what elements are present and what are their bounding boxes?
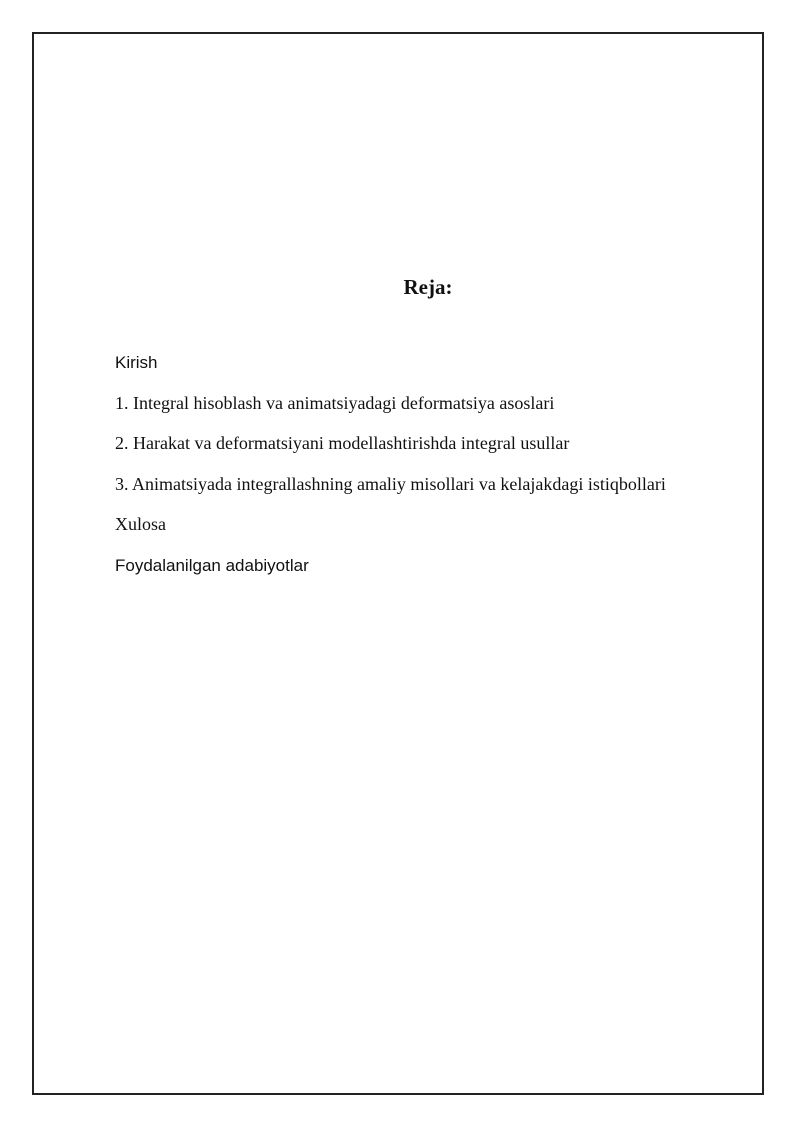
list-item (115, 392, 666, 433)
item-adabiyotlar: Foydalanilgan adabiyotlar (115, 555, 309, 575)
list-item (115, 432, 666, 473)
list-item (115, 513, 666, 554)
item-1: 1. Integral hisoblash va animatsiyadagi deformatsiya asoslari (115, 392, 555, 413)
list-item (115, 473, 666, 514)
item-xulosa: Xulosa (115, 514, 166, 535)
plan-list (115, 351, 666, 595)
item-2: 2. Harakat va deformatsiyani modellashtirishda integral usullar (115, 433, 570, 454)
page-title: Reja: (403, 275, 453, 299)
item-3: 3. Animatsiyada integrallashning amaliy misollari va kelajakdagi istiqbollari (115, 473, 666, 494)
list-item (115, 351, 666, 392)
item-kirish: Kirish (115, 353, 158, 372)
list-item (115, 554, 666, 595)
